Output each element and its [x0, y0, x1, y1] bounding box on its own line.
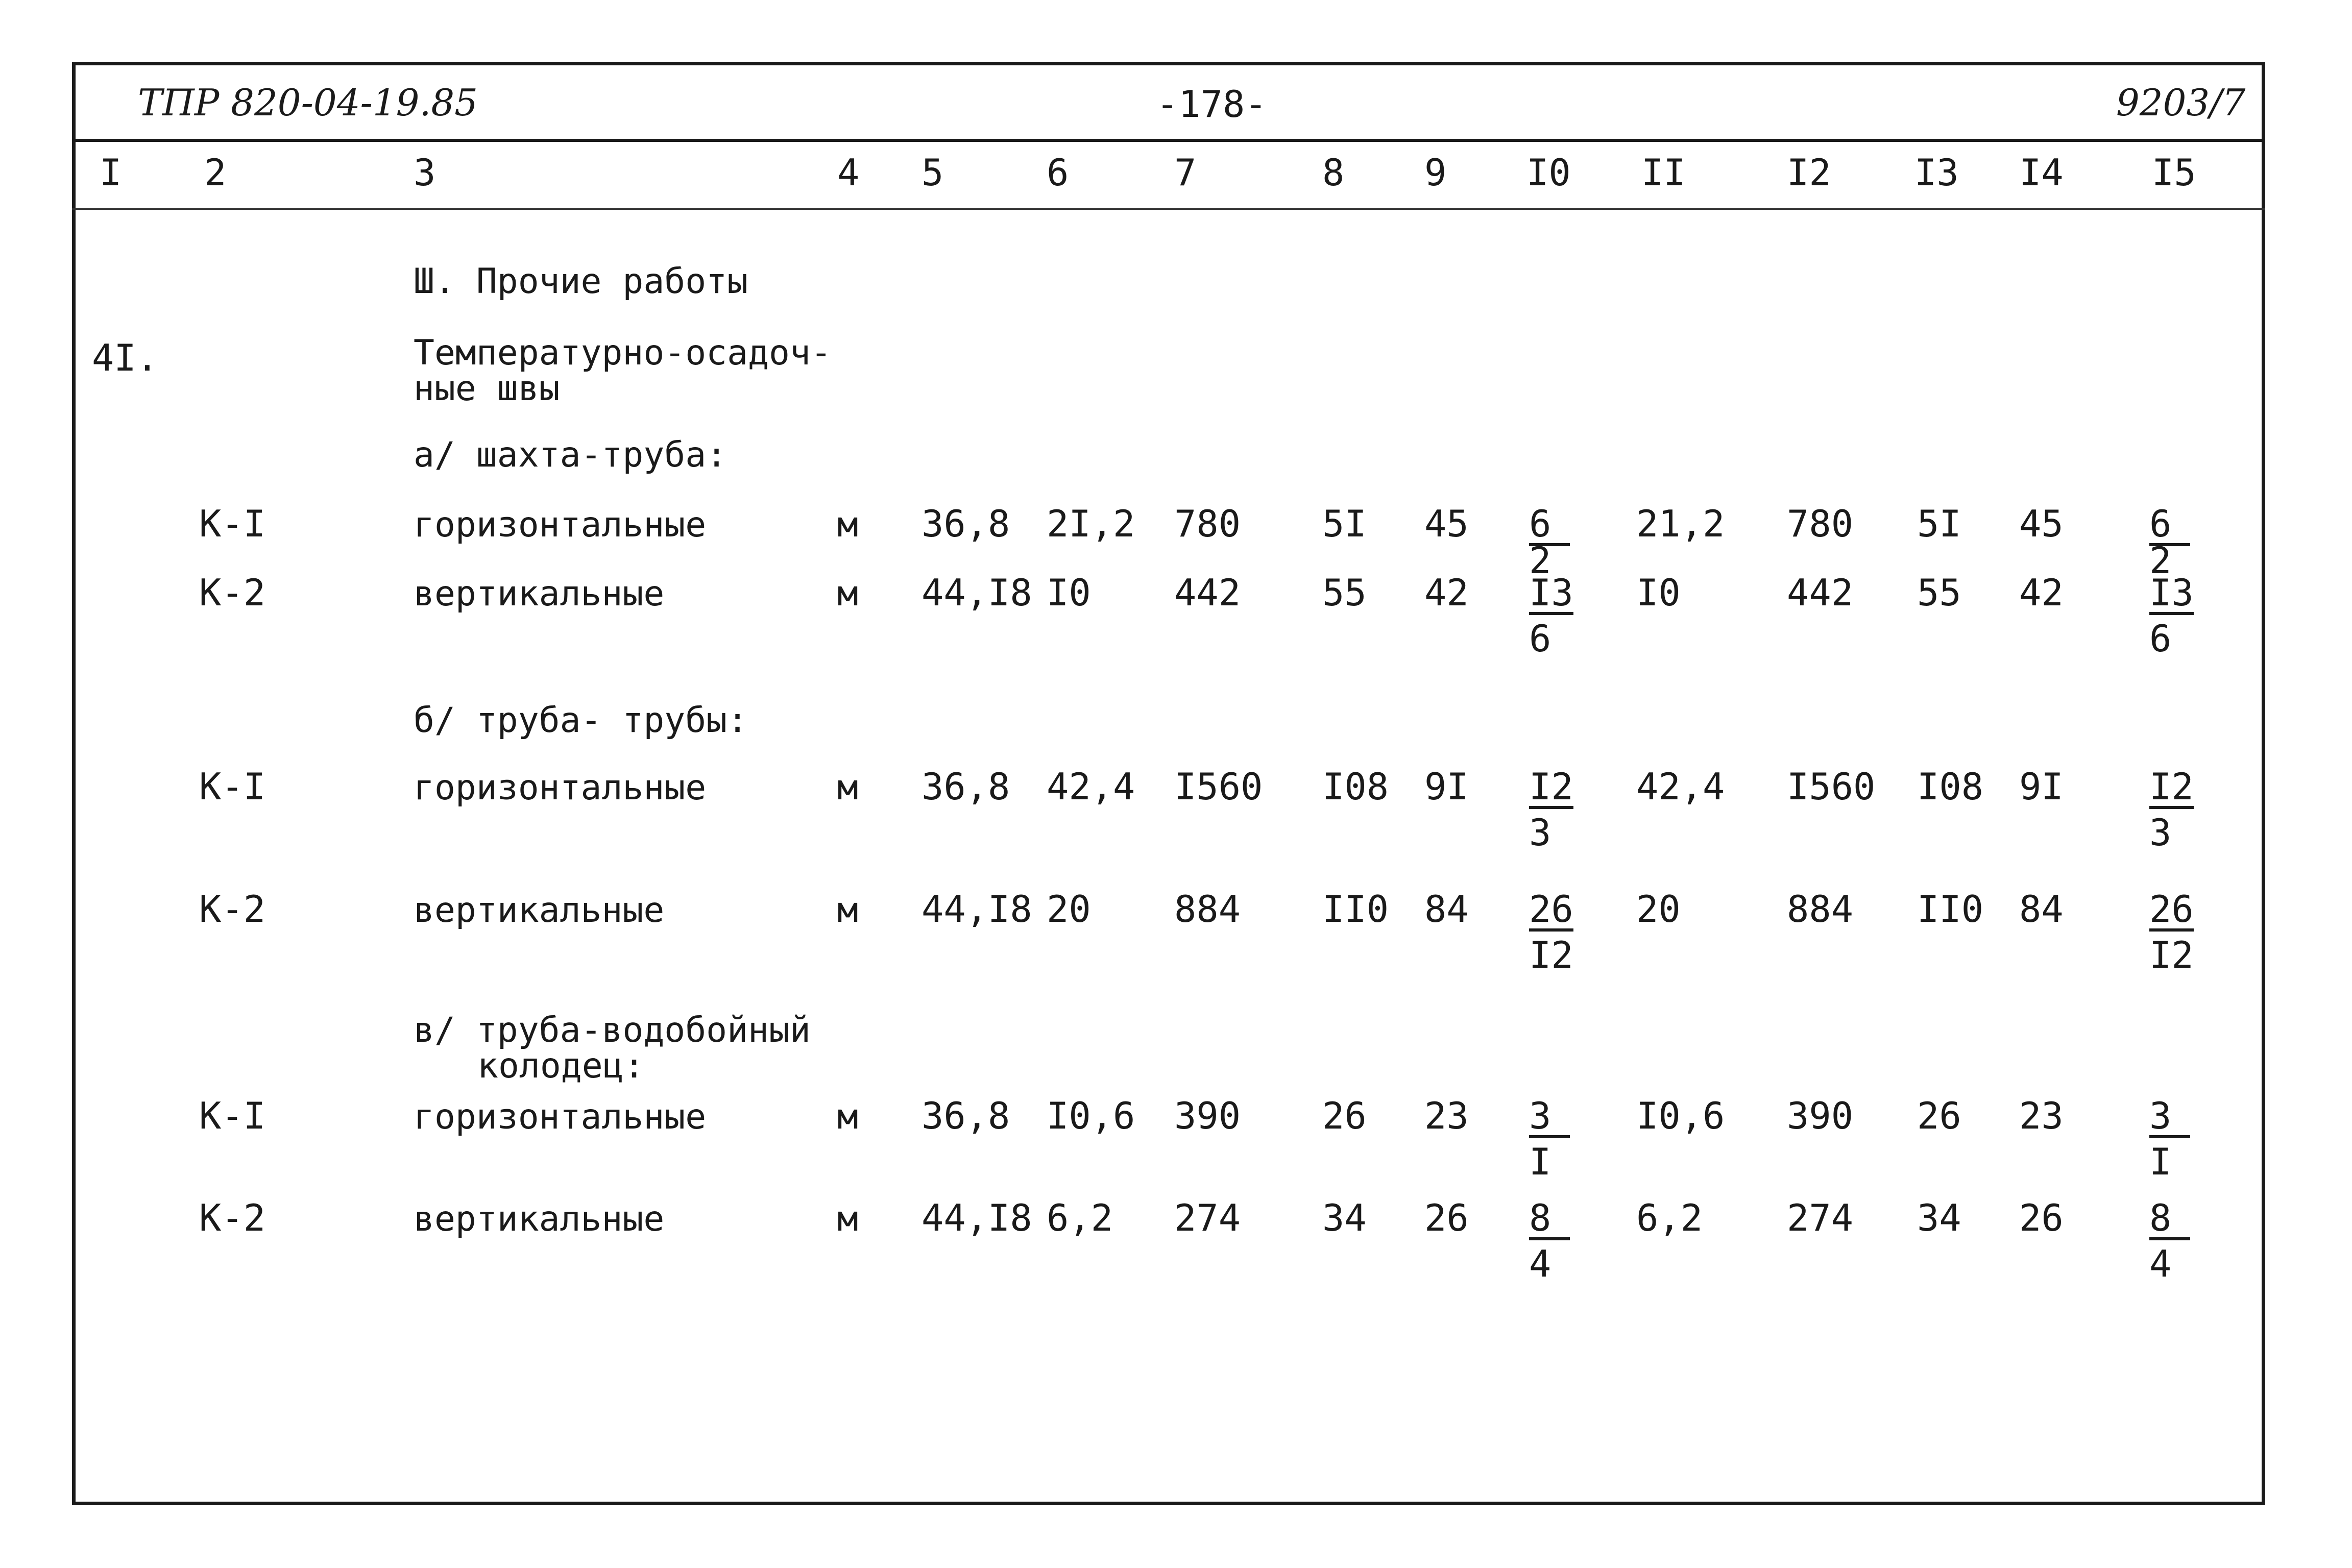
item-title-line1: Температурно-осадоч- [414, 333, 832, 373]
cell-c9: 9I [1424, 765, 1469, 808]
col-header-8: 8 [1322, 151, 1345, 194]
row-name: горизонтальные [414, 768, 707, 808]
cell-c14: 84 [2019, 888, 2064, 930]
col-header-15: I5 [2152, 151, 2196, 194]
cell-c11: 20 [1636, 888, 1681, 930]
cell-c12: 390 [1787, 1094, 1854, 1137]
fraction-top: 8 [1529, 1199, 1570, 1240]
cell-c8: 55 [1322, 571, 1367, 614]
cell-c8: 5I [1322, 502, 1367, 545]
page-number: -178- [1156, 83, 1267, 126]
cell-c11: I0 [1636, 571, 1681, 614]
cell-c15-fraction [2149, 888, 2194, 976]
cell-c14: 26 [2019, 1196, 2064, 1239]
fraction-bottom: I2 [1529, 934, 1573, 976]
fraction-bottom: 3 [1529, 811, 1551, 854]
row-code: К-I [199, 502, 266, 545]
cell-c6: 2I,2 [1047, 502, 1135, 545]
row-code: К-I [199, 765, 266, 808]
cell-c6: 42,4 [1047, 765, 1135, 808]
cell-c11: I0,6 [1636, 1094, 1725, 1137]
fraction-bottom: 2 [2149, 539, 2172, 582]
cell-c5: 44,I8 [922, 571, 1032, 614]
fraction-top: 26 [1529, 888, 1573, 930]
cell-c12: 274 [1787, 1196, 1854, 1239]
cell-c6: 6,2 [1047, 1196, 1113, 1239]
cell-c12: I560 [1787, 765, 1876, 808]
cell-c11: 42,4 [1636, 765, 1725, 808]
col-header-7: 7 [1174, 151, 1197, 194]
fraction-bottom: I2 [2149, 934, 2194, 976]
cell-c13: II0 [1917, 888, 1984, 930]
cell-c10-fraction [1529, 571, 1573, 660]
group-label-a: а/ шахта-труба: [414, 435, 728, 475]
cell-c7: 390 [1174, 1094, 1241, 1137]
cell-c13: 5I [1917, 502, 1961, 545]
sheet-code: 9203/7 [2116, 81, 2246, 124]
col-header-10: I0 [1526, 151, 1571, 194]
cell-c10-fraction [1529, 888, 1573, 976]
cell-c6: 20 [1047, 888, 1091, 930]
row-code: К-I [199, 1094, 266, 1137]
cell-c9: 84 [1424, 888, 1469, 930]
fraction-bottom: 2 [1529, 539, 1551, 582]
cell-c5: 44,I8 [922, 888, 1032, 930]
cell-c13: 55 [1917, 571, 1961, 614]
row-unit: м [837, 505, 858, 545]
row-name: вертикальные [414, 574, 665, 614]
row-unit: м [837, 1199, 858, 1239]
column-header-rule [72, 208, 2265, 210]
fraction-top: 26 [2149, 888, 2194, 930]
cell-c9: 42 [1424, 571, 1469, 614]
row-unit: м [837, 1097, 858, 1137]
cell-c9: 26 [1424, 1196, 1469, 1239]
cell-c15-fraction [2149, 502, 2190, 582]
cell-c6: I0,6 [1047, 1094, 1135, 1137]
cell-c7: 884 [1174, 888, 1241, 930]
cell-c7: I560 [1174, 765, 1263, 808]
col-header-12: I2 [1787, 151, 1831, 194]
group-label-b: б/ труба- трубы: [414, 700, 748, 741]
item-title-line2: ные швы [414, 369, 560, 409]
cell-c7: 780 [1174, 502, 1241, 545]
col-header-13: I3 [1914, 151, 1959, 194]
cell-c13: 34 [1917, 1196, 1961, 1239]
row-name: вертикальные [414, 1199, 665, 1239]
cell-c10-fraction [1529, 502, 1570, 582]
row-unit: м [837, 574, 858, 614]
fraction-top: 8 [2149, 1199, 2190, 1240]
cell-c11: 6,2 [1636, 1196, 1703, 1239]
col-header-4: 4 [837, 151, 860, 194]
cell-c14: 42 [2019, 571, 2064, 614]
cell-c15-fraction [2149, 1196, 2190, 1285]
fraction-top: I2 [2149, 765, 2194, 808]
fraction-top: I3 [2149, 571, 2194, 614]
col-header-6: 6 [1047, 151, 1069, 194]
cell-c5: 44,I8 [922, 1196, 1032, 1239]
fraction-top: 3 [1529, 1097, 1570, 1138]
item-number: 4I. [92, 336, 159, 379]
cell-c14: 45 [2019, 502, 2064, 545]
row-code: К-2 [199, 571, 266, 614]
fraction-bottom: 4 [2149, 1242, 2172, 1285]
fraction-bottom: 6 [2149, 617, 2172, 660]
col-header-2: 2 [204, 151, 227, 194]
row-unit: м [837, 768, 858, 808]
cell-c13: 26 [1917, 1094, 1961, 1137]
cell-c10-fraction [1529, 1094, 1570, 1183]
doc-code: ТПР 820-04-19.85 [138, 81, 478, 124]
cell-c8: I08 [1322, 765, 1389, 808]
header-rule [72, 139, 2265, 142]
cell-c9: 23 [1424, 1094, 1469, 1137]
group-label-c-line1: в/ труба-водобойный [414, 1010, 811, 1050]
fraction-top: 6 [2149, 505, 2190, 546]
row-name: горизонтальные [414, 1097, 707, 1137]
cell-c14: 23 [2019, 1094, 2064, 1137]
row-name: горизонтальные [414, 505, 707, 545]
cell-c10-fraction [1529, 1196, 1570, 1285]
fraction-top: 6 [1529, 505, 1570, 546]
fraction-bottom: 6 [1529, 617, 1551, 660]
row-code: К-2 [199, 888, 266, 930]
cell-c15-fraction [2149, 765, 2194, 854]
cell-c8: II0 [1322, 888, 1389, 930]
cell-c14: 9I [2019, 765, 2064, 808]
cell-c9: 45 [1424, 502, 1469, 545]
cell-c15-fraction [2149, 571, 2194, 660]
section-title: Ш. Прочие работы [414, 261, 748, 302]
group-label-c-line2: колодец: [477, 1046, 645, 1086]
cell-c5: 36,8 [922, 502, 1010, 545]
fraction-top: I3 [1529, 571, 1573, 614]
col-header-9: 9 [1424, 151, 1447, 194]
fraction-top: 3 [2149, 1097, 2190, 1138]
cell-c12: 442 [1787, 571, 1854, 614]
cell-c10-fraction [1529, 765, 1573, 854]
row-code: К-2 [199, 1196, 266, 1239]
cell-c5: 36,8 [922, 765, 1010, 808]
col-header-14: I4 [2019, 151, 2064, 194]
cell-c7: 442 [1174, 571, 1241, 614]
cell-c8: 26 [1322, 1094, 1367, 1137]
cell-c15-fraction [2149, 1094, 2190, 1183]
col-header-11: II [1641, 151, 1686, 194]
cell-c12: 780 [1787, 502, 1854, 545]
fraction-bottom: I [2149, 1140, 2172, 1183]
fraction-top: I2 [1529, 765, 1573, 808]
fraction-bottom: 3 [2149, 811, 2172, 854]
cell-c5: 36,8 [922, 1094, 1010, 1137]
cell-c11: 21,2 [1636, 502, 1725, 545]
fraction-bottom: I [1529, 1140, 1551, 1183]
cell-c6: I0 [1047, 571, 1091, 614]
cell-c8: 34 [1322, 1196, 1367, 1239]
col-header-5: 5 [922, 151, 944, 194]
cell-c12: 884 [1787, 888, 1854, 930]
cell-c13: I08 [1917, 765, 1984, 808]
row-name: вертикальные [414, 890, 665, 930]
col-header-3: 3 [414, 151, 436, 194]
fraction-bottom: 4 [1529, 1242, 1551, 1285]
row-unit: м [837, 890, 858, 930]
col-header-1: I [100, 151, 122, 194]
cell-c7: 274 [1174, 1196, 1241, 1239]
